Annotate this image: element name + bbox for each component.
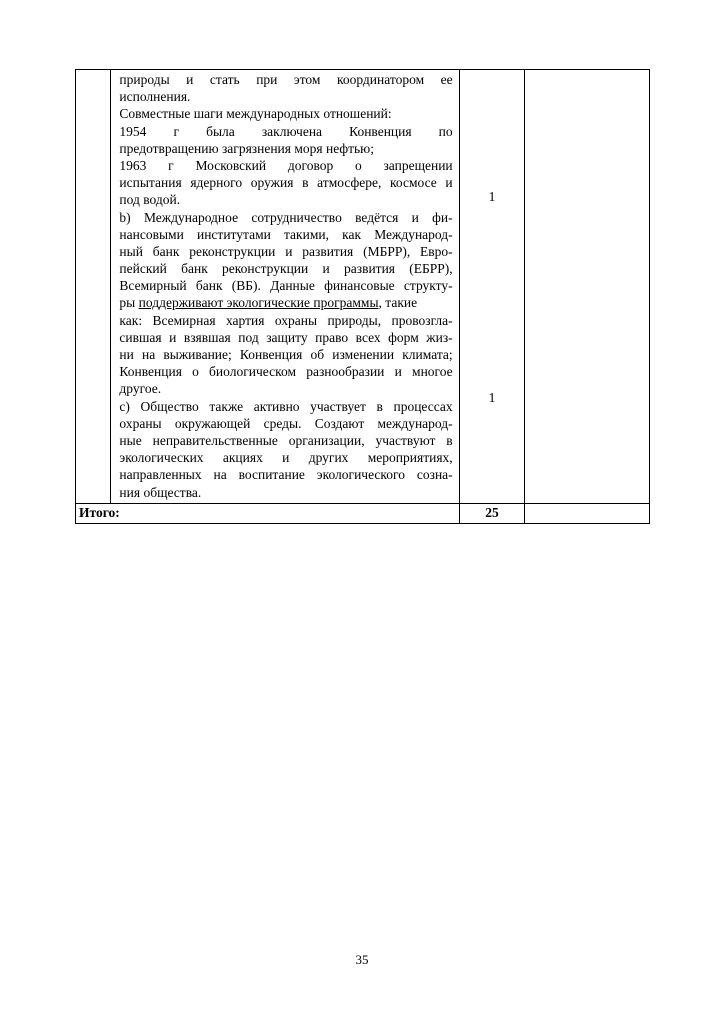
answer-line: охраны окружающей среды. Создают международ- xyxy=(119,415,453,431)
answer-line: Конвенция о биологическом разнообразии и многое xyxy=(119,364,453,380)
answer-line xyxy=(119,294,452,311)
answer-line: под водой. xyxy=(119,192,181,208)
answer-line-start: ры xyxy=(119,295,139,311)
table-row xyxy=(76,70,650,504)
answer-line: Совместные шаги международных отношений: xyxy=(119,106,392,122)
answer-line: ни на выживание; Конвенция об изменении климата; xyxy=(119,347,453,362)
answer-line: исполнения. xyxy=(119,89,191,105)
total-notes-cell xyxy=(525,503,650,523)
page-number: 35 xyxy=(355,952,369,967)
answer-line: пейский банк реконструкции и развития (ЕБРР), xyxy=(119,261,453,277)
answer-line: ный банк реконструкции и развития (МБРР), Евро- xyxy=(119,243,453,259)
total-label: Итого: xyxy=(76,503,460,523)
answer-line: ния общества. xyxy=(119,484,202,500)
notes-cell xyxy=(525,70,650,504)
answer-line: другое. xyxy=(119,381,162,397)
assessment-table xyxy=(75,69,650,524)
answer-line: Всемирный банк (ВБ). Данные финансовые структу- xyxy=(119,278,453,294)
answer-line: экологических акциях и других мероприятиях, xyxy=(119,450,453,466)
score-value-c: 1 xyxy=(488,390,496,405)
answer-line: 1963 г Московский договор о запрещении xyxy=(119,157,453,173)
number-cell xyxy=(76,70,111,504)
answer-line: как: Всемирная хартия охраны природы, провозгла- xyxy=(119,312,453,328)
answer-line: направленных на воспитание экологического созна- xyxy=(119,467,453,483)
answer-line: нансовыми институтами такими, как Международ- xyxy=(119,226,453,242)
answer-line-end: , такие xyxy=(378,295,418,311)
score-cell xyxy=(459,70,525,504)
answer-line: сившая и взявшая под защиту право всех форм жиз- xyxy=(119,329,453,345)
answer-line: 1954 г была заключена Конвенция по xyxy=(119,123,453,139)
answer-line: c) Общество также активно участвует в процессах xyxy=(119,398,453,414)
answer-line: b) Международное сотрудничество ведётся и фи- xyxy=(119,209,453,225)
underlined-phrase: поддерживают экологические программы xyxy=(138,295,379,311)
answer-line: испытания ядерного оружия в атмосфере, космосе и xyxy=(119,175,453,191)
score-value-b: 1 xyxy=(488,189,496,204)
total-row xyxy=(76,503,650,523)
total-value: 25 xyxy=(459,503,525,523)
answer-line: предотвращению загрязнения моря нефтью; xyxy=(119,140,375,156)
answer-cell xyxy=(111,70,459,504)
answer-line: природы и стать при этом координатором ее xyxy=(119,72,453,87)
answer-line: ные неправительственные организации, участвуют в xyxy=(119,432,453,448)
